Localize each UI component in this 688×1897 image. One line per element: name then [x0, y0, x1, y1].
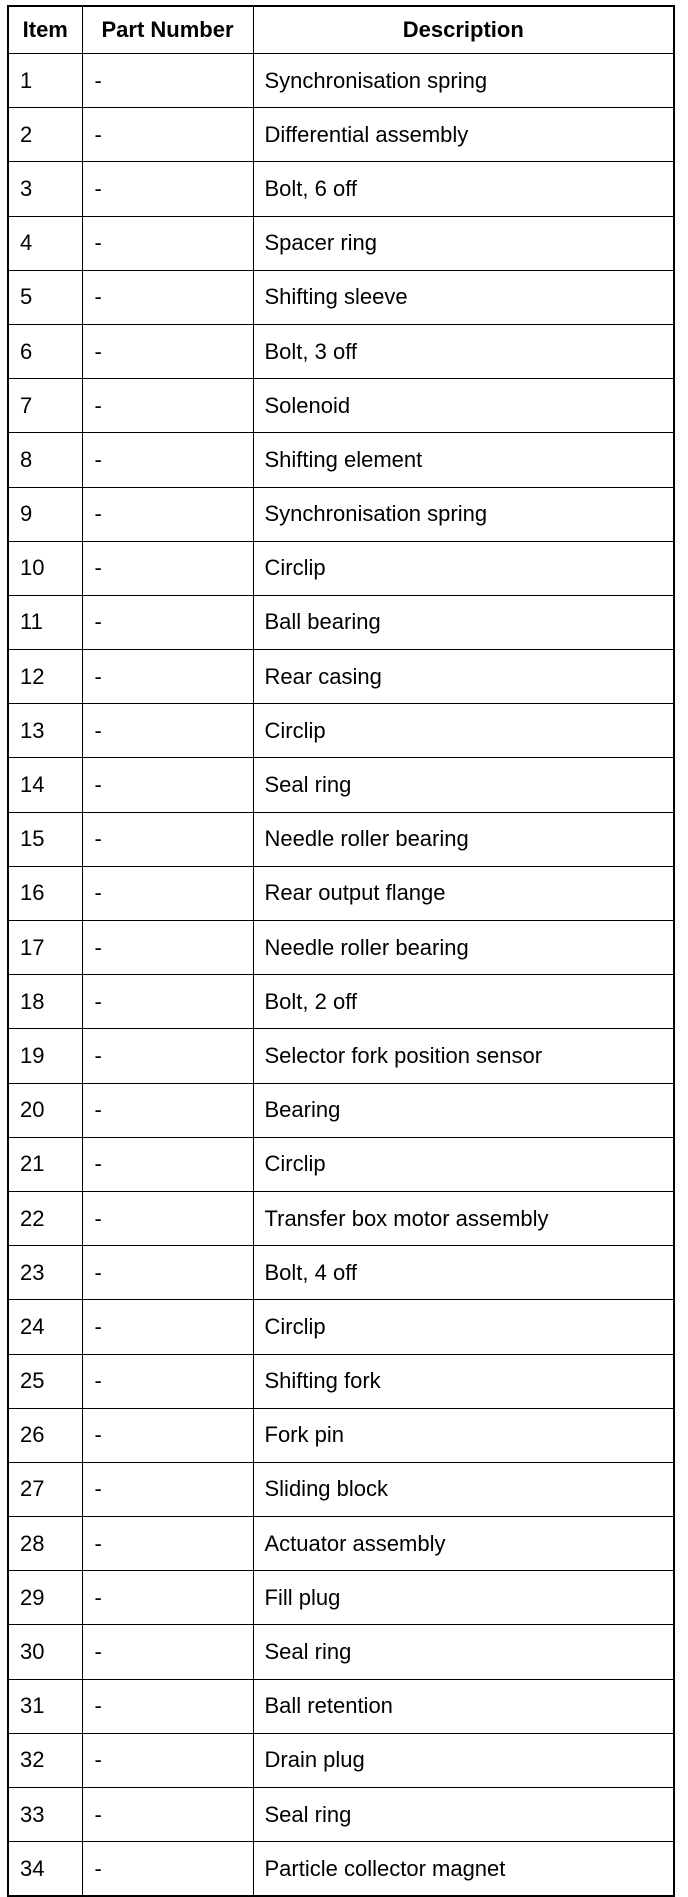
cell-item: 32 [8, 1733, 82, 1787]
cell-item: 13 [8, 704, 82, 758]
column-header-description: Description [253, 6, 674, 54]
cell-part-number: - [82, 866, 253, 920]
cell-item: 5 [8, 270, 82, 324]
cell-part-number: - [82, 379, 253, 433]
table-row [8, 1733, 674, 1787]
table-row [8, 1191, 674, 1245]
cell-description: Solenoid [253, 379, 674, 433]
cell-part-number: - [82, 975, 253, 1029]
table-row [8, 595, 674, 649]
table-row [8, 1625, 674, 1679]
cell-part-number: - [82, 1191, 253, 1245]
cell-part-number: - [82, 1517, 253, 1571]
parts-table [7, 5, 675, 1897]
cell-part-number: - [82, 541, 253, 595]
header-row [8, 6, 674, 54]
cell-item: 9 [8, 487, 82, 541]
cell-description: Synchronisation spring [253, 54, 674, 108]
cell-item: 6 [8, 324, 82, 378]
cell-part-number: - [82, 1733, 253, 1787]
cell-item: 10 [8, 541, 82, 595]
cell-item: 7 [8, 379, 82, 433]
cell-part-number: - [82, 595, 253, 649]
cell-description: Needle roller bearing [253, 921, 674, 975]
table-row [8, 921, 674, 975]
cell-item: 19 [8, 1029, 82, 1083]
cell-part-number: - [82, 650, 253, 704]
table-row [8, 1137, 674, 1191]
cell-description: Selector fork position sensor [253, 1029, 674, 1083]
cell-description: Bolt, 3 off [253, 324, 674, 378]
table-row [8, 162, 674, 216]
table-row [8, 650, 674, 704]
cell-description: Seal ring [253, 1788, 674, 1842]
cell-item: 16 [8, 866, 82, 920]
cell-description: Rear output flange [253, 866, 674, 920]
cell-description: Differential assembly [253, 108, 674, 162]
cell-part-number: - [82, 162, 253, 216]
cell-part-number: - [82, 108, 253, 162]
table-row [8, 1408, 674, 1462]
cell-description: Fill plug [253, 1571, 674, 1625]
cell-description: Bolt, 4 off [253, 1246, 674, 1300]
cell-description: Circlip [253, 541, 674, 595]
cell-item: 15 [8, 812, 82, 866]
cell-description: Synchronisation spring [253, 487, 674, 541]
cell-description: Seal ring [253, 1625, 674, 1679]
cell-item: 31 [8, 1679, 82, 1733]
cell-item: 3 [8, 162, 82, 216]
cell-description: Needle roller bearing [253, 812, 674, 866]
cell-item: 27 [8, 1462, 82, 1516]
table-row [8, 1571, 674, 1625]
cell-item: 33 [8, 1788, 82, 1842]
cell-part-number: - [82, 433, 253, 487]
cell-part-number: - [82, 216, 253, 270]
cell-description: Bolt, 6 off [253, 162, 674, 216]
cell-item: 21 [8, 1137, 82, 1191]
cell-item: 26 [8, 1408, 82, 1462]
cell-part-number: - [82, 1842, 253, 1897]
cell-description: Shifting fork [253, 1354, 674, 1408]
cell-part-number: - [82, 324, 253, 378]
cell-item: 11 [8, 595, 82, 649]
table-row [8, 1246, 674, 1300]
cell-description: Particle collector magnet [253, 1842, 674, 1897]
cell-item: 25 [8, 1354, 82, 1408]
table-row [8, 812, 674, 866]
cell-part-number: - [82, 812, 253, 866]
table-row [8, 758, 674, 812]
cell-description: Circlip [253, 1137, 674, 1191]
cell-part-number: - [82, 1354, 253, 1408]
cell-part-number: - [82, 1679, 253, 1733]
cell-item: 12 [8, 650, 82, 704]
cell-item: 8 [8, 433, 82, 487]
cell-part-number: - [82, 1246, 253, 1300]
cell-description: Circlip [253, 704, 674, 758]
cell-item: 22 [8, 1191, 82, 1245]
cell-description: Drain plug [253, 1733, 674, 1787]
table-row [8, 1842, 674, 1897]
cell-description: Bearing [253, 1083, 674, 1137]
table-row [8, 1462, 674, 1516]
cell-description: Circlip [253, 1300, 674, 1354]
table-row [8, 1354, 674, 1408]
table-row [8, 1517, 674, 1571]
cell-item: 18 [8, 975, 82, 1029]
cell-item: 1 [8, 54, 82, 108]
cell-item: 20 [8, 1083, 82, 1137]
cell-description: Ball bearing [253, 595, 674, 649]
cell-part-number: - [82, 487, 253, 541]
table-row [8, 1679, 674, 1733]
cell-description: Rear casing [253, 650, 674, 704]
cell-description: Sliding block [253, 1462, 674, 1516]
cell-part-number: - [82, 758, 253, 812]
cell-part-number: - [82, 270, 253, 324]
cell-item: 2 [8, 108, 82, 162]
cell-part-number: - [82, 54, 253, 108]
cell-part-number: - [82, 1625, 253, 1679]
cell-part-number: - [82, 1571, 253, 1625]
cell-item: 28 [8, 1517, 82, 1571]
table-row [8, 216, 674, 270]
cell-description: Shifting sleeve [253, 270, 674, 324]
cell-item: 24 [8, 1300, 82, 1354]
table-row [8, 541, 674, 595]
table-row [8, 324, 674, 378]
cell-part-number: - [82, 1083, 253, 1137]
cell-item: 4 [8, 216, 82, 270]
cell-item: 30 [8, 1625, 82, 1679]
cell-part-number: - [82, 1137, 253, 1191]
table-row [8, 704, 674, 758]
cell-item: 23 [8, 1246, 82, 1300]
table-row [8, 1300, 674, 1354]
table-row [8, 54, 674, 108]
cell-description: Seal ring [253, 758, 674, 812]
cell-description: Fork pin [253, 1408, 674, 1462]
cell-item: 14 [8, 758, 82, 812]
cell-description: Transfer box motor assembly [253, 1191, 674, 1245]
table-row [8, 1029, 674, 1083]
column-header-item: Item [8, 6, 82, 54]
table-header [8, 6, 674, 54]
table-row [8, 379, 674, 433]
cell-part-number: - [82, 704, 253, 758]
cell-part-number: - [82, 1029, 253, 1083]
cell-description: Shifting element [253, 433, 674, 487]
table-row [8, 487, 674, 541]
cell-description: Actuator assembly [253, 1517, 674, 1571]
table-row [8, 433, 674, 487]
table-row [8, 108, 674, 162]
cell-item: 34 [8, 1842, 82, 1897]
cell-description: Spacer ring [253, 216, 674, 270]
cell-part-number: - [82, 1788, 253, 1842]
cell-description: Ball retention [253, 1679, 674, 1733]
column-header-part-number: Part Number [82, 6, 253, 54]
table-row [8, 1083, 674, 1137]
table-row [8, 1788, 674, 1842]
table-row [8, 270, 674, 324]
cell-part-number: - [82, 1300, 253, 1354]
table-row [8, 975, 674, 1029]
cell-part-number: - [82, 921, 253, 975]
cell-item: 29 [8, 1571, 82, 1625]
cell-item: 17 [8, 921, 82, 975]
cell-description: Bolt, 2 off [253, 975, 674, 1029]
table-body [8, 54, 674, 1897]
table-row [8, 866, 674, 920]
cell-part-number: - [82, 1462, 253, 1516]
cell-part-number: - [82, 1408, 253, 1462]
